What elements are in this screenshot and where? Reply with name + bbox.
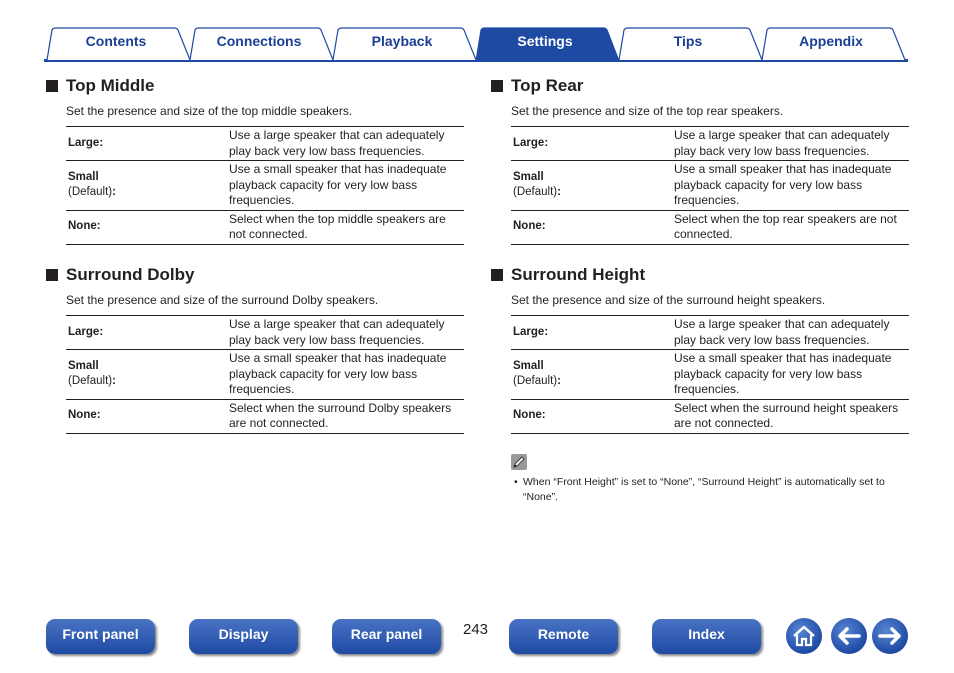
section-surround-dolby	[46, 265, 452, 434]
table-row	[511, 399, 909, 433]
note-text: When “Front Height” is set to “None”, “Surround Height” is automatically set to “None”.	[523, 476, 885, 503]
page-number: 243	[463, 621, 489, 638]
table-row	[66, 161, 464, 211]
table-row	[66, 210, 464, 244]
option-key: Small	[68, 170, 99, 183]
colon: :	[557, 186, 561, 199]
section-title: Top Rear	[511, 76, 584, 95]
table-row	[66, 127, 464, 161]
section-bullet-icon	[46, 80, 58, 92]
option-description: Select when the top rear speakers are not connected.	[670, 210, 909, 244]
table-row	[66, 316, 464, 350]
option-description: Use a large speaker that can adequately play back very low bass frequencies.	[670, 316, 909, 350]
tab-connections[interactable]: Connections	[216, 33, 302, 49]
table-row	[511, 350, 909, 400]
colon: :	[112, 375, 116, 388]
section-description: Set the presence and size of the surround height speakers.	[511, 293, 826, 307]
table-row	[511, 316, 909, 350]
option-description: Select when the top middle speakers are not connected.	[225, 210, 464, 244]
options-table	[66, 315, 464, 434]
table-row	[66, 399, 464, 433]
colon: :	[112, 186, 116, 199]
tab-tips[interactable]: Tips	[673, 33, 703, 49]
option-default-label: (Default)	[68, 186, 113, 199]
option-key: Small	[513, 170, 544, 183]
option-key: Large:	[68, 136, 104, 149]
option-description: Use a small speaker that has inadequate playback capacity for very low bass frequencies.	[225, 350, 464, 400]
section-description: Set the presence and size of the top rear speakers.	[511, 104, 784, 118]
option-key: Small	[513, 359, 544, 372]
bullet: •	[514, 476, 518, 488]
section-title: Surround Height	[511, 265, 646, 284]
option-default-label: (Default)	[68, 375, 113, 388]
section-top-middle	[46, 76, 447, 245]
option-description: Use a small speaker that has inadequate playback capacity for very low bass frequencies.	[225, 161, 464, 211]
rear-panel-button[interactable]: Rear panel	[332, 619, 441, 654]
pencil-icon	[511, 454, 527, 470]
options-table	[66, 126, 464, 245]
note-box	[511, 454, 908, 505]
option-key: None:	[68, 220, 101, 233]
option-key: Large:	[68, 325, 104, 338]
section-title: Top Middle	[66, 76, 155, 95]
option-default-label: (Default)	[513, 186, 558, 199]
index-button[interactable]: Index	[652, 619, 761, 654]
option-description: Use a large speaker that can adequately play back very low bass frequencies.	[225, 316, 464, 350]
tab-contents[interactable]: Contents	[85, 33, 147, 49]
option-description: Select when the surround Dolby speakers are not connected.	[225, 399, 464, 433]
option-key: Large:	[513, 136, 549, 149]
option-key: Small	[68, 359, 99, 372]
option-default-label: (Default)	[513, 375, 558, 388]
arrow-right-icon	[872, 618, 908, 654]
table-row	[66, 350, 464, 400]
option-key: None:	[513, 409, 546, 422]
option-description: Use a small speaker that has inadequate playback capacity for very low bass frequencies.	[670, 350, 909, 400]
options-table	[511, 315, 909, 434]
top-tab-bar	[44, 27, 908, 62]
home-icon	[786, 618, 822, 654]
option-key: Large:	[513, 325, 549, 338]
option-description: Use a large speaker that can adequately play back very low bass frequencies.	[670, 127, 909, 161]
forward-button[interactable]	[872, 618, 908, 654]
tab-appendix[interactable]: Appendix	[799, 33, 863, 49]
section-bullet-icon	[491, 269, 503, 281]
option-key: None:	[68, 409, 101, 422]
table-row	[511, 127, 909, 161]
option-description: Use a small speaker that has inadequate playback capacity for very low bass frequencies.	[670, 161, 909, 211]
display-button[interactable]: Display	[189, 619, 298, 654]
options-table	[511, 126, 909, 245]
colon: :	[557, 375, 561, 388]
section-top-rear	[491, 76, 897, 245]
arrow-left-icon	[831, 618, 867, 654]
option-key: None:	[513, 220, 546, 233]
table-row	[511, 161, 909, 211]
section-title: Surround Dolby	[66, 265, 195, 284]
note-item	[511, 475, 908, 505]
section-surround-height	[491, 265, 899, 434]
section-description: Set the presence and size of the top middle speakers.	[66, 104, 353, 118]
front-panel-button[interactable]: Front panel	[46, 619, 155, 654]
section-bullet-icon	[491, 80, 503, 92]
option-description: Select when the surround height speakers are not connected.	[670, 399, 909, 433]
tab-playback[interactable]: Playback	[371, 33, 433, 49]
section-bullet-icon	[46, 269, 58, 281]
section-description: Set the presence and size of the surround Dolby speakers.	[66, 293, 379, 307]
home-button[interactable]	[786, 618, 822, 654]
remote-button[interactable]: Remote	[509, 619, 618, 654]
tab-settings[interactable]: Settings	[517, 33, 573, 49]
table-row	[511, 210, 909, 244]
option-description: Use a large speaker that can adequately play back very low bass frequencies.	[225, 127, 464, 161]
back-button[interactable]	[831, 618, 867, 654]
